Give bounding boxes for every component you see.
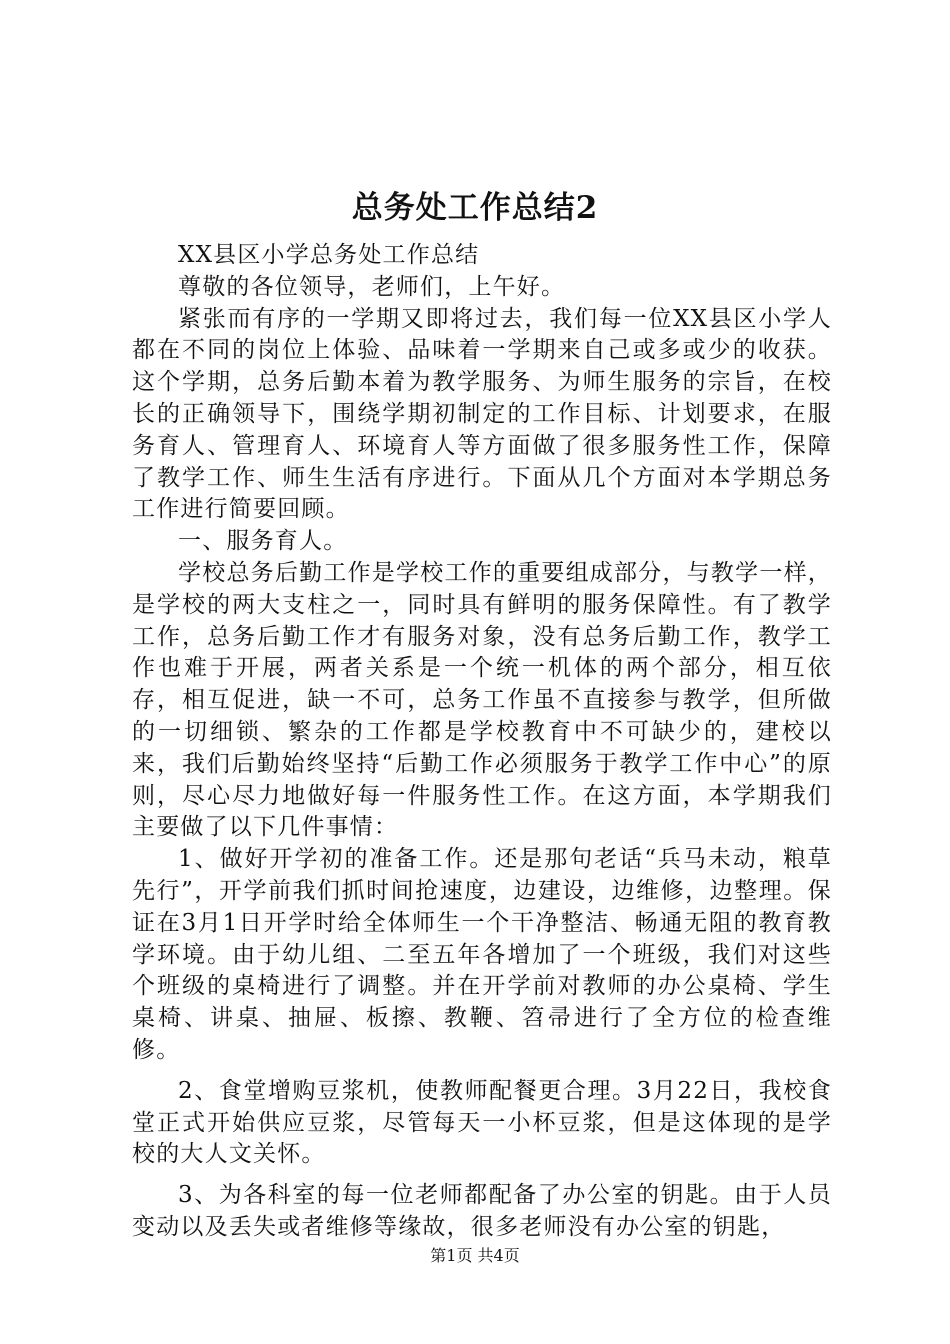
paragraph-heading: XX县区小学总务处工作总结 — [178, 242, 480, 268]
document-body — [132, 240, 832, 1244]
document-title: 总务处工作总结2 — [351, 190, 599, 226]
section-heading-service: 一、服务育人。 — [178, 528, 348, 555]
paragraph-service: 学校总务后勤工作是学校工作的重要组成部分，与教学一样，是学校的两大支柱之一，同时具有鲜明的服务保障性。有了教学工作，总务后勤工作才有服务对象，没有总务后勤工作，教学工作也难于开展，两者关系是一个统一机体的两个部分，相互依存，相互促进，缺一不可，总务工作虽不直接参与教学，但所做的一切细锁、繁杂的工作都是学校教育中不可缺少的，建校以来，我们后勤始终坚持“后勤工作必须服务于教学工作中心”的原则，尽心尽力地做好每一件服务性工作。在这方面，本学期我们主要做了以下几件事情： — [132, 559, 832, 841]
paragraph-item-2: 2、食堂增购豆浆机，使教师配餐更合理。3月22日，我校食堂正式开始供应豆浆，尽管每天一小杯豆浆，但是这体现的是学校的大人文关怀。 — [132, 1077, 832, 1168]
paragraph-intro: 紧张而有序的一学期又即将过去，我们每一位XX县区小学人都在不同的岗位上体验、品味着一学期来自己或多或少的收获。这个学期，总务后勤本着为教学服务、为师生服务的宗旨，在校长的正确领导下，围绕学期初制定的工作目标、计划要求，在服务育人、管理育人、环境育人等方面做了很多服务性工作，保障了教学工作、师生生活有序进行。下面从几个方面对本学期总务工作进行简要回顾。 — [132, 305, 832, 523]
page-footer: 第1页 共4页 — [430, 1246, 520, 1265]
paragraph-item-3: 3、为各科室的每一位老师都配备了办公室的钥匙。由于人员变动以及丢失或者维修等缘故，很多老师没有办公室的钥匙， — [132, 1182, 832, 1240]
paragraph-greeting: 尊敬的各位领导，老师们，上午好。 — [178, 273, 566, 300]
paragraph-item-1: 1、做好开学初的准备工作。还是那句老话“兵马未动，粮草先行”，开学前我们抓时间抢速度，边建设，边维修，边整理。保证在3月1日开学时给全体师生一个干净整洁、畅通无阻的教育教学环境。由于幼儿组、二至五年各增加了一个班级，我们对这些个班级的桌椅进行了调整。并在开学前对教师的办公桌椅、学生桌椅、讲桌、抽屉、板擦、教鞭、笤帚进行了全方位的检查维修。 — [132, 846, 832, 1063]
